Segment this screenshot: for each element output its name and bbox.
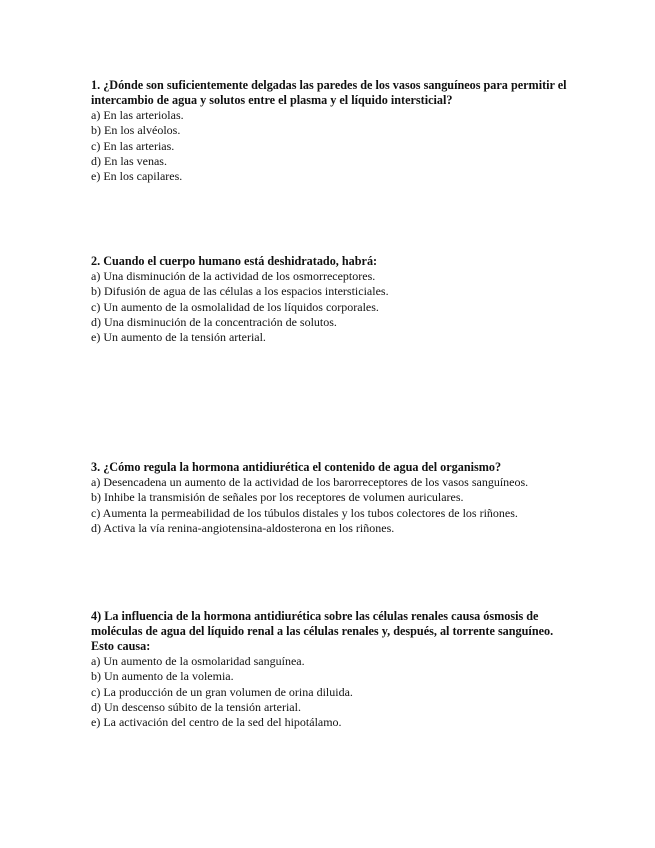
option-a: a) En las arteriolas. (91, 108, 184, 122)
option-a: a) Una disminución de la actividad de los osmorreceptores. (91, 269, 376, 283)
option-c: c) En las arterias. (91, 138, 175, 153)
option-b: b) En los alvéolos. (91, 123, 181, 138)
option-e: e) Un aumento de la tensión arterial. (91, 330, 266, 345)
question-title: 1. ¿Dónde son suficientemente delgadas las paredes de los vasos sanguíneos para permitir el intercambio de agua y solutos entre el plasma y el líquido intersticial? (91, 78, 567, 107)
options-list (91, 475, 571, 536)
option-e: e) En los capilares. (91, 169, 183, 184)
option-b: b) Difusión de agua de las células a los espacios intersticiales. (91, 284, 389, 299)
question-4 (91, 609, 571, 730)
option-d: d) En las venas. (91, 153, 167, 168)
option-a: a) Desencadena un aumento de la actividad de los barorreceptores de los vasos sanguíneos. (91, 475, 529, 489)
option-d: d) Una disminución de la concentración de solutos. (91, 314, 337, 329)
option-c: c) La producción de un gran volumen de orina diluida. (91, 684, 353, 699)
option-d: d) Activa la vía renina-angiotensina-aldosterona en los riñones. (91, 520, 395, 535)
question-3 (91, 460, 571, 536)
options-list (91, 269, 571, 345)
option-b: b) Un aumento de la volemia. (91, 669, 234, 684)
question-1 (91, 78, 571, 184)
option-c: c) Aumenta la permeabilidad de los túbulos distales y los tubos colectores de los riñones. (91, 505, 518, 520)
question-title: 2. Cuando el cuerpo humano está deshidratado, habrá: (91, 254, 378, 268)
option-d: d) Un descenso súbito de la tensión arterial. (91, 699, 301, 714)
question-title: 3. ¿Cómo regula la hormona antidiurética el contenido de agua del organismo? (91, 460, 502, 474)
options-list (91, 108, 571, 184)
option-e: e) La activación del centro de la sed del hipotálamo. (91, 715, 342, 730)
option-a: a) Un aumento de la osmolaridad sanguínea. (91, 654, 305, 668)
option-c: c) Un aumento de la osmolalidad de los líquidos corporales. (91, 299, 379, 314)
option-b: b) Inhibe la transmisión de señales por los receptores de volumen auriculares. (91, 490, 464, 505)
question-2 (91, 254, 571, 345)
question-title: 4) La influencia de la hormona antidiurética sobre las células renales causa ósmosis de moléculas de agua del líquido renal a las células renales y, después, al torrente sanguíneo. Esto causa: (91, 609, 554, 653)
options-list (91, 654, 571, 730)
